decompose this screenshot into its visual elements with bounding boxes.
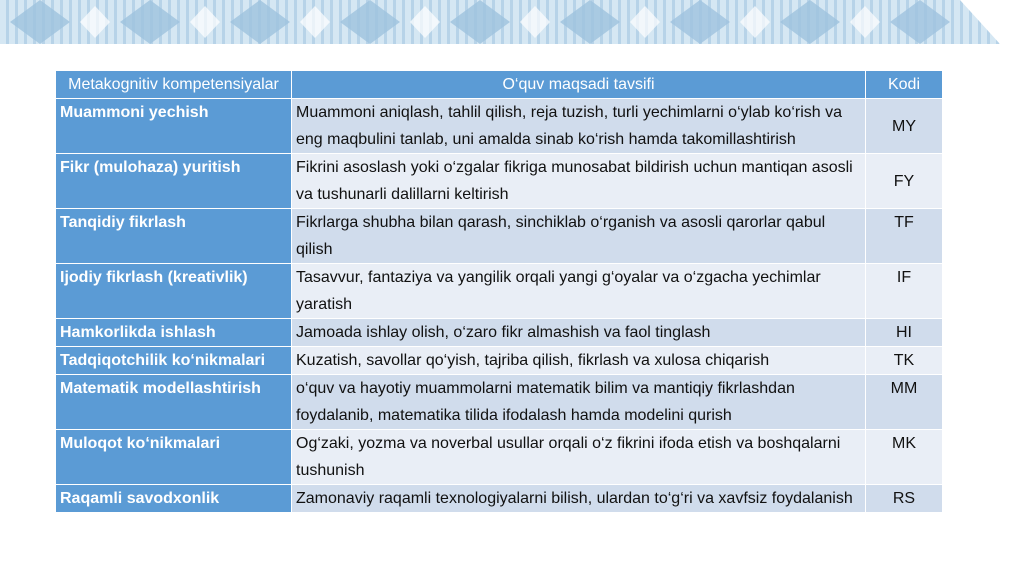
ikat-pattern-graphic: [0, 0, 1024, 44]
table-row: [56, 430, 943, 485]
competency-description: Kuzatish, savollar qo‘yish, tajriba qilish, fikrlash va xulosa chiqarish: [292, 347, 866, 375]
competency-code: RS: [866, 485, 943, 513]
competency-name: Muammoni yechish: [56, 99, 292, 154]
competency-code: MM: [866, 375, 943, 430]
competency-description: o‘quv va hayotiy muammolarni matematik bilim va mantiqiy fikrlashdan foydalanib, matematika tilida ifodalash hamda modelini qurish: [292, 375, 866, 430]
competency-description: Fikrlarga shubha bilan qarash, sinchiklab o‘rganish va asosli qarorlar qabul qilish: [292, 209, 866, 264]
competency-name: Hamkorlikda ishlash: [56, 319, 292, 347]
table-row: [56, 347, 943, 375]
table-header-row: [56, 71, 943, 99]
competency-name: Tadqiqotchilik ko‘nikmalari: [56, 347, 292, 375]
table-row: [56, 319, 943, 347]
decorative-ikat-banner: [0, 0, 1024, 44]
competency-description: Muammoni aniqlash, tahlil qilish, reja tuzish, turli yechimlarni o‘ylab ko‘rish va eng maqbulini tanlab, uni amalda sinab ko‘rish hamda takomillashtirish: [292, 99, 866, 154]
competency-code: MY: [866, 99, 943, 154]
table-row: [56, 485, 943, 513]
competency-name: Fikr (mulohaza) yuritish: [56, 154, 292, 209]
header-code: Kodi: [866, 71, 943, 99]
table-row: [56, 154, 943, 209]
table-row: [56, 209, 943, 264]
competency-description: Tasavvur, fantaziya va yangilik orqali yangi g‘oyalar va o‘zgacha yechimlar yaratish: [292, 264, 866, 319]
competency-code: HI: [866, 319, 943, 347]
competency-name: Raqamli savodxonlik: [56, 485, 292, 513]
table-row: [56, 375, 943, 430]
table-row: [56, 264, 943, 319]
competency-code: FY: [866, 154, 943, 209]
competency-code: TF: [866, 209, 943, 264]
competency-table-wrapper: [55, 70, 942, 574]
competency-name: Muloqot ko‘nikmalari: [56, 430, 292, 485]
competency-description: Fikrini asoslash yoki o‘zgalar fikriga munosabat bildirish uchun mantiqan asosli va tushunarli dalillarni keltirish: [292, 154, 866, 209]
competency-code: IF: [866, 264, 943, 319]
table-row: [56, 99, 943, 154]
competency-name: Matematik modellashtirish: [56, 375, 292, 430]
competency-code: TK: [866, 347, 943, 375]
competency-description: Zamonaviy raqamli texnologiyalarni bilish, ulardan to‘g‘ri va xavfsiz foydalanish: [292, 485, 866, 513]
competency-name: Ijodiy fikrlash (kreativlik): [56, 264, 292, 319]
header-description: O‘quv maqsadi tavsifi: [292, 71, 866, 99]
competency-description: Jamoada ishlay olish, o‘zaro fikr almashish va faol tinglash: [292, 319, 866, 347]
competency-name: Tanqidiy fikrlash: [56, 209, 292, 264]
competency-table: [55, 70, 942, 513]
header-competencies: Metakognitiv kompetensiyalar: [56, 71, 292, 99]
competency-code: MK: [866, 430, 943, 485]
competency-description: Og‘zaki, yozma va noverbal usullar orqali o‘z fikrini ifoda etish va boshqalarni tushunish: [292, 430, 866, 485]
